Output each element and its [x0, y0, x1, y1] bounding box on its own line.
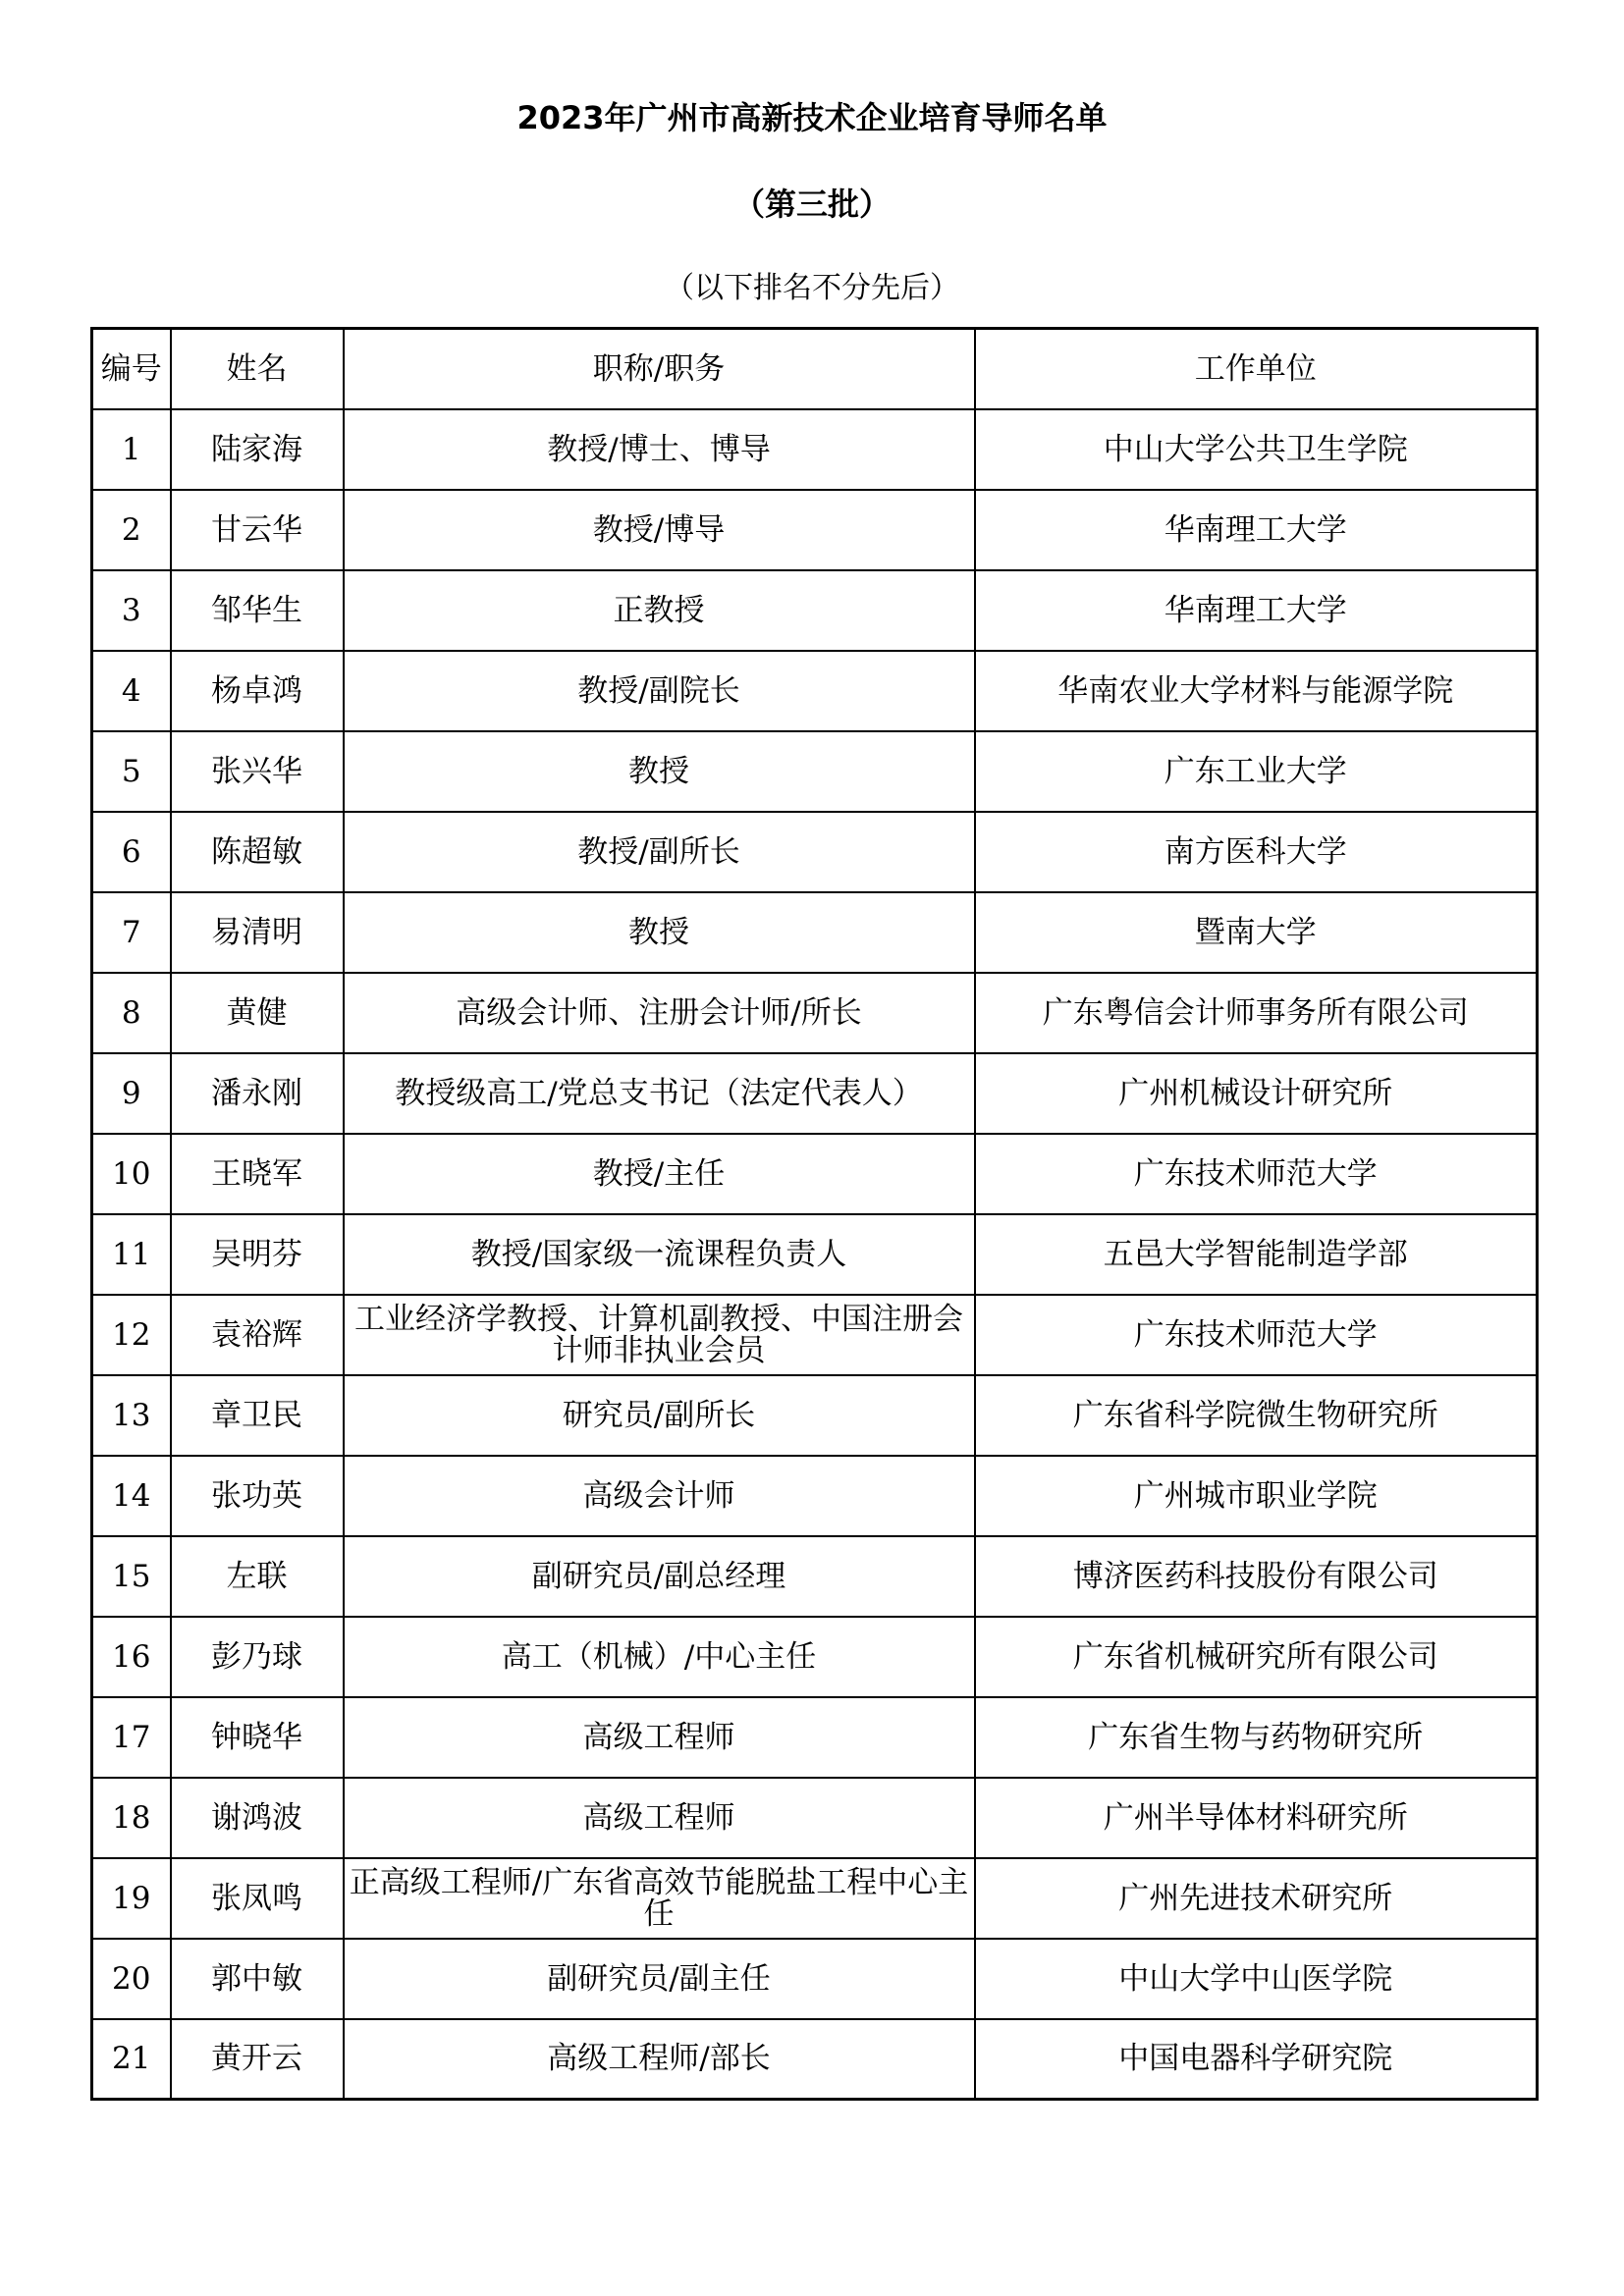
cell-name: 陈超敏 [171, 812, 344, 892]
cell-unit: 广州半导体材料研究所 [975, 1778, 1538, 1858]
table-row [92, 1456, 1538, 1536]
cell-title: 教授/副院长 [344, 651, 975, 731]
cell-name: 左联 [171, 1536, 344, 1617]
table-row [92, 1053, 1538, 1134]
cell-title: 高级工程师 [344, 1697, 975, 1778]
cell-unit: 华南理工大学 [975, 570, 1538, 651]
cell-title: 教授/主任 [344, 1134, 975, 1214]
cell-number: 2 [92, 490, 171, 570]
cell-unit: 暨南大学 [975, 892, 1538, 973]
cell-number: 14 [92, 1456, 171, 1536]
cell-name: 谢鸿波 [171, 1778, 344, 1858]
cell-title: 教授/博士、博导 [344, 409, 975, 490]
cell-name: 甘云华 [171, 490, 344, 570]
table-row [92, 490, 1538, 570]
cell-name: 易清明 [171, 892, 344, 973]
cell-unit: 广东技术师范大学 [975, 1295, 1538, 1375]
cell-unit: 广东技术师范大学 [975, 1134, 1538, 1214]
cell-number: 19 [92, 1858, 171, 1939]
cell-number: 10 [92, 1134, 171, 1214]
cell-number: 16 [92, 1617, 171, 1697]
cell-number: 7 [92, 892, 171, 973]
cell-name: 吴明芬 [171, 1214, 344, 1295]
cell-number: 17 [92, 1697, 171, 1778]
cell-name: 杨卓鸿 [171, 651, 344, 731]
table-row [92, 1697, 1538, 1778]
cell-unit: 博济医药科技股份有限公司 [975, 1536, 1538, 1617]
cell-unit: 中山大学中山医学院 [975, 1939, 1538, 2019]
cell-title: 副研究员/副主任 [344, 1939, 975, 2019]
cell-unit: 广东工业大学 [975, 731, 1538, 812]
cell-name: 张功英 [171, 1456, 344, 1536]
table-row [92, 973, 1538, 1053]
cell-title: 教授级高工/党总支书记（法定代表人） [344, 1053, 975, 1134]
cell-number: 4 [92, 651, 171, 731]
cell-title: 教授 [344, 892, 975, 973]
cell-number: 6 [92, 812, 171, 892]
cell-unit: 五邑大学智能制造学部 [975, 1214, 1538, 1295]
header-number: 编号 [92, 329, 171, 409]
table-row [92, 1375, 1538, 1456]
table-row [92, 409, 1538, 490]
table-row [92, 570, 1538, 651]
cell-number: 18 [92, 1778, 171, 1858]
cell-name: 王晓军 [171, 1134, 344, 1214]
cell-number: 3 [92, 570, 171, 651]
table-row [92, 892, 1538, 973]
cell-number: 15 [92, 1536, 171, 1617]
cell-name: 黄开云 [171, 2019, 344, 2100]
table-row [92, 1939, 1538, 2019]
document-title: 2023年广州市高新技术企业培育导师名单 [516, 99, 1108, 136]
table-row [92, 812, 1538, 892]
cell-name: 彭乃球 [171, 1617, 344, 1697]
cell-unit: 广东省机械研究所有限公司 [975, 1617, 1538, 1697]
cell-name: 潘永刚 [171, 1053, 344, 1134]
table-row [92, 1214, 1538, 1295]
table-row [92, 1295, 1538, 1375]
mentor-table [90, 327, 1539, 2101]
header-name: 姓名 [171, 329, 344, 409]
cell-number: 20 [92, 1939, 171, 2019]
table-row [92, 731, 1538, 812]
table-row [92, 1536, 1538, 1617]
cell-number: 8 [92, 973, 171, 1053]
table-header-row [92, 329, 1538, 409]
cell-unit: 中国电器科学研究院 [975, 2019, 1538, 2100]
cell-number: 11 [92, 1214, 171, 1295]
cell-number: 13 [92, 1375, 171, 1456]
cell-number: 9 [92, 1053, 171, 1134]
header-unit: 工作单位 [975, 329, 1538, 409]
cell-unit: 南方医科大学 [975, 812, 1538, 892]
cell-name: 袁裕辉 [171, 1295, 344, 1375]
cell-unit: 广州先进技术研究所 [975, 1858, 1538, 1939]
ranking-note: （以下排名不分先后） [665, 271, 959, 305]
table-row [92, 1858, 1538, 1939]
table-row [92, 651, 1538, 731]
cell-name: 邹华生 [171, 570, 344, 651]
cell-unit: 华南理工大学 [975, 490, 1538, 570]
header-title: 职称/职务 [344, 329, 975, 409]
cell-unit: 中山大学公共卫生学院 [975, 409, 1538, 490]
cell-number: 1 [92, 409, 171, 490]
table-body [92, 409, 1538, 2100]
cell-title: 高工（机械）/中心主任 [344, 1617, 975, 1697]
document-subtitle: （第三批） [732, 186, 891, 223]
cell-name: 章卫民 [171, 1375, 344, 1456]
cell-unit: 广东粤信会计师事务所有限公司 [975, 973, 1538, 1053]
table-row [92, 1617, 1538, 1697]
cell-name: 郭中敏 [171, 1939, 344, 2019]
cell-title: 教授 [344, 731, 975, 812]
cell-title: 高级工程师/部长 [344, 2019, 975, 2100]
cell-name: 张兴华 [171, 731, 344, 812]
cell-title: 高级会计师 [344, 1456, 975, 1536]
cell-title: 副研究员/副总经理 [344, 1536, 975, 1617]
cell-unit: 广州机械设计研究所 [975, 1053, 1538, 1134]
cell-title: 工业经济学教授、计算机副教授、中国注册会计师非执业会员 [344, 1295, 975, 1375]
cell-title: 高级工程师 [344, 1778, 975, 1858]
cell-unit: 广东省生物与药物研究所 [975, 1697, 1538, 1778]
cell-name: 黄健 [171, 973, 344, 1053]
cell-number: 12 [92, 1295, 171, 1375]
cell-number: 5 [92, 731, 171, 812]
cell-unit: 广东省科学院微生物研究所 [975, 1375, 1538, 1456]
table-row [92, 2019, 1538, 2100]
cell-title: 教授/国家级一流课程负责人 [344, 1214, 975, 1295]
cell-number: 21 [92, 2019, 171, 2100]
cell-title: 高级会计师、注册会计师/所长 [344, 973, 975, 1053]
table-row [92, 1778, 1538, 1858]
cell-name: 钟晓华 [171, 1697, 344, 1778]
cell-title: 研究员/副所长 [344, 1375, 975, 1456]
cell-title: 教授/博导 [344, 490, 975, 570]
cell-name: 张凤鸣 [171, 1858, 344, 1939]
cell-title: 教授/副所长 [344, 812, 975, 892]
cell-title: 正高级工程师/广东省高效节能脱盐工程中心主任 [344, 1858, 975, 1939]
cell-unit: 广州城市职业学院 [975, 1456, 1538, 1536]
table-row [92, 1134, 1538, 1214]
cell-name: 陆家海 [171, 409, 344, 490]
cell-title: 正教授 [344, 570, 975, 651]
cell-unit: 华南农业大学材料与能源学院 [975, 651, 1538, 731]
